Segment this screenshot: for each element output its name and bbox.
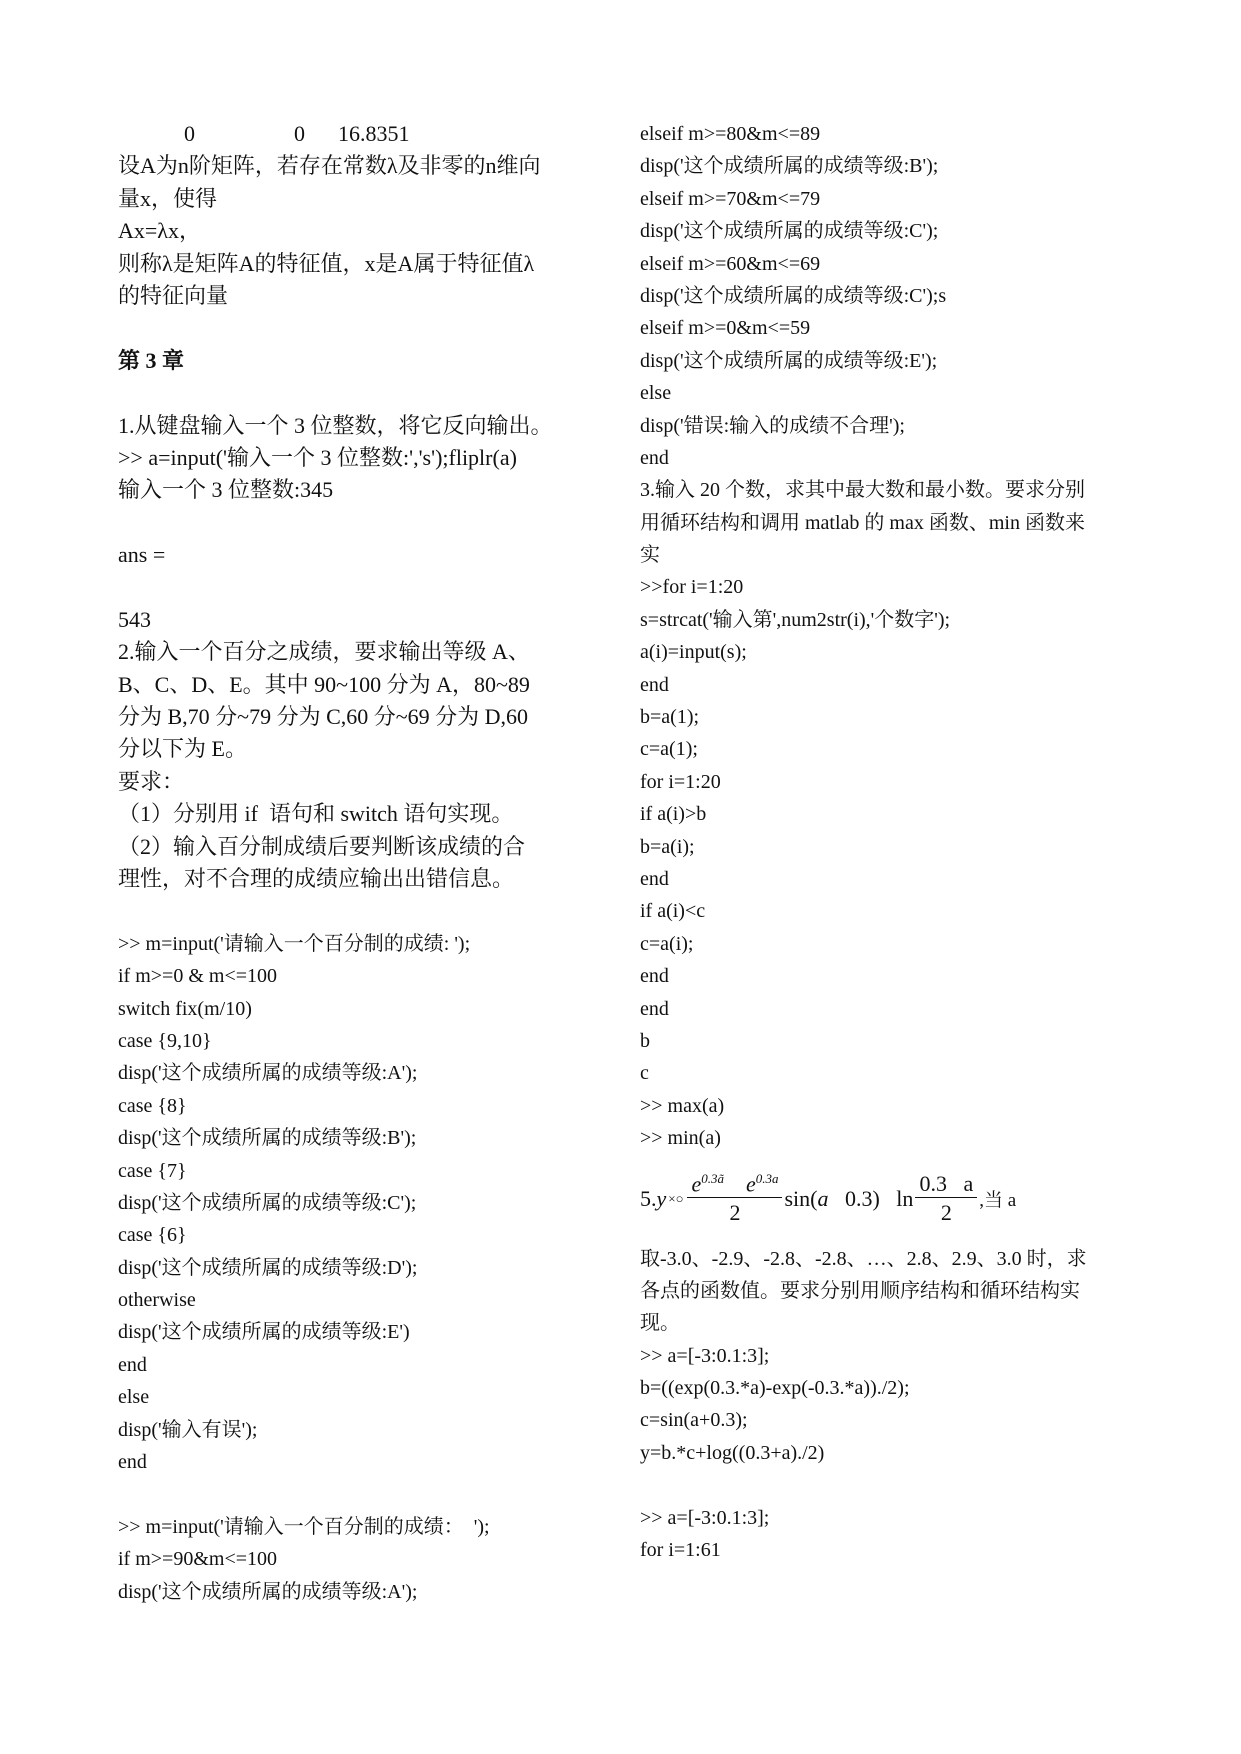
text-line: >> min(a) bbox=[640, 1127, 721, 1150]
text-line: disp('这个成绩所属的成绩等级:C'); bbox=[118, 1191, 417, 1214]
right-column-top bbox=[640, 118, 1130, 1155]
text-line: >> m=input('请输入一个百分制的成绩: '); bbox=[118, 932, 471, 955]
text-line: a(i)=input(s); bbox=[640, 641, 747, 664]
num1-sup2: 0.3a bbox=[755, 1170, 779, 1186]
fraction-1 bbox=[687, 1171, 782, 1226]
text-line: c=a(i); bbox=[640, 932, 694, 955]
text-line: 用循环结构和调用 matlab 的 max 函数、min 函数来 bbox=[640, 511, 1085, 534]
text-line: >> a=[-3:0.1:3]; bbox=[640, 1344, 770, 1367]
num2: 0.3 a bbox=[915, 1171, 977, 1198]
formula-suffix: ,当 a bbox=[979, 1190, 1017, 1211]
text-line: 3.输入 20 个数，求其中最大数和最小数。要求分别 bbox=[640, 479, 1085, 502]
num1-e2: e bbox=[745, 1171, 756, 1197]
text-line: end bbox=[640, 997, 669, 1020]
text-line: 要求： bbox=[118, 768, 185, 794]
text-line: >>for i=1:20 bbox=[640, 576, 744, 599]
text-line: for i=1:61 bbox=[640, 1539, 721, 1562]
text-line bbox=[118, 1478, 618, 1510]
text-line: 的特征向量 bbox=[118, 282, 229, 308]
formula-sin-arg: a bbox=[817, 1185, 829, 1211]
text-line: >> a=input('输入一个 3 位整数:','s');fliplr(a) bbox=[118, 444, 517, 470]
formula-sin-rest: 0.3) ln bbox=[828, 1185, 914, 1211]
text-line: >> m=input('请输入一个百分制的成绩： '); bbox=[118, 1515, 490, 1538]
formula-5 bbox=[640, 1155, 1130, 1243]
text-line: 现。 bbox=[640, 1312, 680, 1335]
text-line: 理性，对不合理的成绩应输出出错信息。 bbox=[118, 865, 515, 891]
text-line bbox=[118, 571, 618, 603]
text-line: elseif m>=70&m<=79 bbox=[640, 187, 821, 210]
text-line: 2.输入一个百分之成绩，要求输出等级 A、 bbox=[118, 639, 530, 665]
text-line: c bbox=[640, 1062, 649, 1085]
left-column bbox=[118, 118, 618, 1608]
chapter-heading: 第 3 章 bbox=[118, 347, 185, 373]
text-line: 实 bbox=[640, 544, 660, 567]
formula-prefix: 5. bbox=[640, 1185, 657, 1211]
formula-sin: sin( bbox=[784, 1185, 818, 1211]
text-line: s=strcat('输入第',num2str(i),'个数字'); bbox=[640, 608, 951, 631]
text-line: 各点的函数值。要求分别用顺序结构和循环结构实 bbox=[640, 1279, 1080, 1302]
text-line: disp('输入有误'); bbox=[118, 1418, 258, 1441]
text-line: disp('这个成绩所属的成绩等级:A'); bbox=[118, 1062, 418, 1085]
text-line: case {9,10} bbox=[118, 1029, 212, 1052]
text-line: 则称λ是矩阵A的特征值，x是A属于特征值λ bbox=[118, 250, 535, 276]
text-line: 取-3.0、-2.9、-2.8、-2.8、…、2.8、2.9、3.0 时，求 bbox=[640, 1247, 1087, 1270]
text-line: elseif m>=60&m<=69 bbox=[640, 252, 821, 275]
text-line: if m>=90&m<=100 bbox=[118, 1548, 278, 1571]
text-line: B、C、D、E。其中 90~100 分为 A，80~89 bbox=[118, 671, 530, 697]
text-line: elseif m>=80&m<=89 bbox=[640, 123, 821, 145]
text-line: if a(i)<c bbox=[640, 900, 706, 923]
text-line: disp('这个成绩所属的成绩等级:E') bbox=[118, 1321, 410, 1344]
text-line: >> a=[-3:0.1:3]; bbox=[640, 1506, 770, 1529]
text-line: b bbox=[640, 1029, 650, 1052]
text-line: 量x，使得 bbox=[118, 185, 218, 211]
text-line: （1）分别用 if 语句和 switch 语句实现。 bbox=[118, 801, 514, 827]
text-line: else bbox=[118, 1386, 150, 1409]
text-line: 543 bbox=[118, 606, 151, 632]
num1-e1: e bbox=[691, 1171, 702, 1197]
text-line bbox=[118, 312, 618, 344]
text-line: end bbox=[640, 867, 669, 890]
text-line: Ax=λx， bbox=[118, 218, 201, 244]
text-line: （2）输入百分制成绩后要判断该成绩的合 bbox=[118, 833, 526, 859]
text-line: 设A为n阶矩阵，若存在常数λ及非零的n维向 bbox=[118, 153, 541, 179]
text-line: switch fix(m/10) bbox=[118, 997, 252, 1020]
text-line: c=a(1); bbox=[640, 738, 698, 761]
text-line: else bbox=[640, 382, 672, 405]
text-line: disp('这个成绩所属的成绩等级:C'); bbox=[640, 220, 939, 243]
text-line: b=a(i); bbox=[640, 835, 695, 858]
text-line: disp('这个成绩所属的成绩等级:A'); bbox=[118, 1580, 418, 1603]
formula-y: y bbox=[656, 1185, 667, 1211]
text-line: 输入一个 3 位整数:345 bbox=[118, 477, 334, 503]
right-column-bottom bbox=[640, 1243, 1130, 1567]
text-line: for i=1:20 bbox=[640, 770, 721, 793]
den1: 2 bbox=[729, 1200, 741, 1226]
text-line: if a(i)>b bbox=[640, 803, 707, 826]
text-line: end bbox=[118, 1451, 147, 1474]
text-line: end bbox=[640, 965, 669, 988]
text-line: b=((exp(0.3.*a)-exp(-0.3.*a))./2); bbox=[640, 1377, 910, 1400]
text-line bbox=[118, 895, 618, 927]
text-line: otherwise bbox=[118, 1289, 196, 1312]
text-line: case {7} bbox=[118, 1159, 187, 1182]
text-line: c=sin(a+0.3); bbox=[640, 1409, 748, 1432]
text-line: 分为 B,70 分~79 分为 C,60 分~69 分为 D,60 bbox=[118, 704, 529, 730]
text-line: end bbox=[640, 446, 669, 469]
text-line: ans = bbox=[118, 542, 166, 568]
text-line: >> max(a) bbox=[640, 1094, 725, 1117]
text-line: disp('这个成绩所属的成绩等级:E'); bbox=[640, 349, 938, 372]
text-line: end bbox=[118, 1353, 147, 1376]
text-line: if m>=0 & m<=100 bbox=[118, 965, 278, 988]
text-line: y=b.*c+log((0.3+a)./2) bbox=[640, 1441, 825, 1464]
text-line: disp('这个成绩所属的成绩等级:C');s bbox=[640, 284, 947, 307]
den2: 2 bbox=[940, 1200, 952, 1225]
fraction-2 bbox=[915, 1171, 977, 1226]
text-line: case {8} bbox=[118, 1094, 187, 1117]
text-line bbox=[640, 1469, 1130, 1501]
text-line bbox=[118, 377, 618, 409]
text-line: disp('这个成绩所属的成绩等级:B'); bbox=[640, 155, 939, 178]
text-line: disp('这个成绩所属的成绩等级:D'); bbox=[118, 1256, 418, 1279]
text-line: disp('错误:输入的成绩不合理'); bbox=[640, 414, 905, 437]
text-line: end bbox=[640, 673, 669, 696]
text-line: elseif m>=0&m<=59 bbox=[640, 317, 811, 340]
text-line bbox=[118, 507, 618, 539]
text-line: 1.从键盘输入一个 3 位整数，将它反向输出。 bbox=[118, 412, 553, 438]
text-line: 0 0 16.8351 bbox=[118, 121, 410, 146]
text-line: disp('这个成绩所属的成绩等级:B'); bbox=[118, 1127, 417, 1150]
right-column bbox=[640, 118, 1130, 1566]
text-line: 分以下为 E。 bbox=[118, 736, 247, 762]
text-line: b=a(1); bbox=[640, 706, 700, 729]
formula-equals-glyph: ×○ bbox=[668, 1190, 684, 1206]
text-line: case {6} bbox=[118, 1224, 187, 1247]
num1-sup1: 0.3ã bbox=[701, 1170, 724, 1186]
